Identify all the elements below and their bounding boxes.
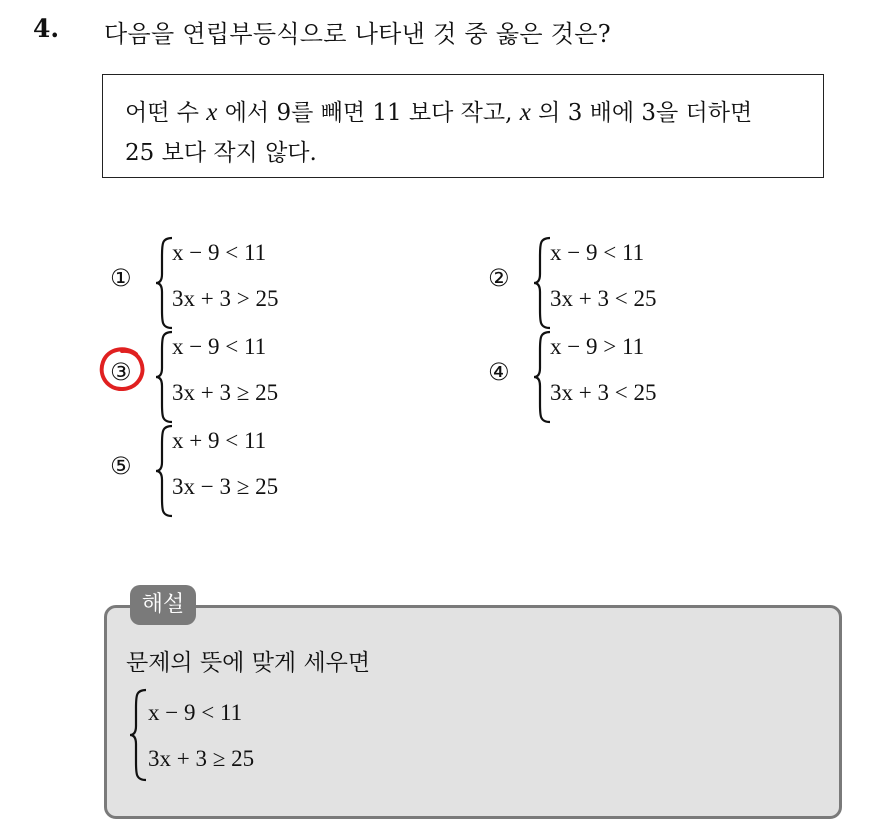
choice-number: ④ <box>488 358 510 386</box>
solution-text: 문제의 뜻에 맞게 세우면 <box>126 650 371 676</box>
question-text: 다음을 연립부등식으로 나타낸 것 중 옳은 것은? <box>104 20 611 48</box>
choice-number: ⑤ <box>110 452 132 480</box>
solution-eq1: x − 9 < 11 <box>148 700 243 725</box>
question-number: 4. <box>33 14 60 43</box>
choice-eq2: 3x + 3 < 25 <box>550 286 657 311</box>
brace-icon <box>128 688 150 782</box>
choice-eq2: 3x + 3 < 25 <box>550 380 657 405</box>
problem-line-2: 25 보다 작지 않다. <box>125 140 317 166</box>
choice-eq1: x − 9 < 11 <box>172 240 267 265</box>
problem-line-1 <box>125 93 801 133</box>
choice-number: ② <box>488 264 510 292</box>
solution-tab: 해설 <box>130 585 196 625</box>
choice-number: ① <box>110 264 132 292</box>
choice-eq1: x + 9 < 11 <box>172 428 267 453</box>
problem-box <box>102 74 824 178</box>
choice-eq1: x − 9 < 11 <box>172 334 267 359</box>
choice-number: ③ <box>110 358 132 386</box>
variable-x: x <box>206 99 218 126</box>
choice-eq2: 3x + 3 ≥ 25 <box>172 380 279 405</box>
solution-eq2: 3x + 3 ≥ 25 <box>148 746 255 771</box>
problem-text-a: 어떤 수 <box>125 100 207 126</box>
variable-x-2: x <box>519 99 531 126</box>
problem-text-c: 의 3 배에 3을 더하면 <box>530 100 753 126</box>
choice-eq1: x − 9 < 11 <box>550 240 645 265</box>
problem-text-b: 에서 9를 빼면 11 보다 작고, <box>217 100 520 126</box>
choice-eq2: 3x + 3 > 25 <box>172 286 279 311</box>
choice-eq2: 3x − 3 ≥ 25 <box>172 474 279 499</box>
choice-eq1: x − 9 > 11 <box>550 334 645 359</box>
answer-mark-circle-icon <box>96 342 152 398</box>
